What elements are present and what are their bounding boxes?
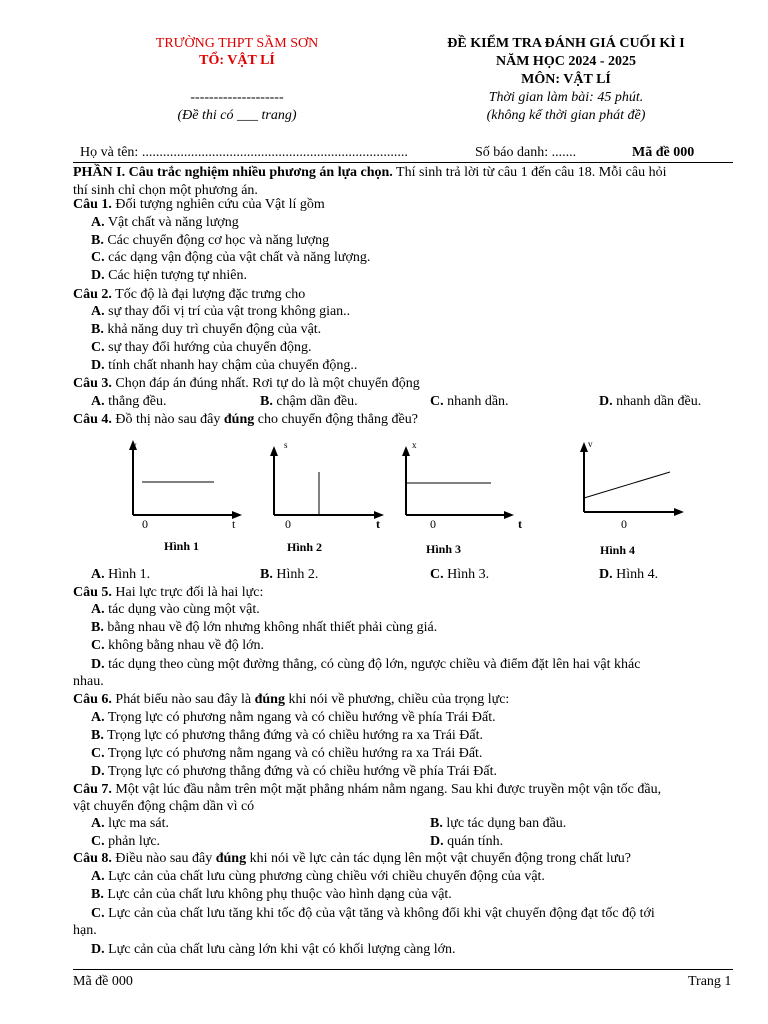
q4-option-d[interactable]: D. Hình 4. — [599, 567, 659, 582]
graph3-caption: Hình 3 — [426, 542, 462, 556]
part1-line1 — [73, 164, 733, 182]
q6-number: Câu 6. — [73, 692, 112, 707]
question-2 — [73, 286, 733, 304]
footer-exam-code: Mã đề 000 — [73, 974, 133, 989]
graph2-x-label: t — [376, 517, 380, 531]
q4-option-a[interactable]: A. Hình 1. — [91, 567, 151, 582]
q5-number: Câu 5. — [73, 585, 112, 600]
q4-option-c[interactable]: C. Hình 3. — [430, 567, 490, 582]
footer-divider — [73, 969, 733, 970]
graph2-origin: 0 — [285, 517, 291, 531]
q5-text: Hai lực trực đối là hai lực: — [111, 585, 264, 600]
q3-option-a[interactable]: A. thẳng đều. — [91, 394, 167, 409]
q8-option-a[interactable]: A. Lực cản của chất lưu cùng phương cùng chiều với chiều chuyển động của vật. — [91, 869, 545, 884]
graph-hinh-2 — [262, 436, 392, 558]
graph2-y-label: s — [284, 440, 288, 450]
school-year: NĂM HỌC 2024 - 2025 — [496, 54, 636, 69]
q2-option-a[interactable]: A. sự thay đổi vị trí của vật trong không gian.. — [91, 304, 351, 319]
q7-option-d[interactable]: D. quán tính. — [430, 834, 504, 849]
q1-option-a[interactable]: A. Vật chất và năng lượng — [91, 215, 239, 230]
graph-hinh-4 — [568, 436, 698, 558]
question-4: Câu 4. Đồ thị nào sau đây đúng cho chuyển động thẳng đều? — [73, 412, 418, 427]
question-3 — [73, 375, 733, 393]
graph4-origin: 0 — [621, 517, 627, 531]
graph3-y-label: x — [412, 440, 417, 450]
q1-option-b[interactable]: B. Các chuyển động cơ học và năng lượng — [91, 233, 330, 248]
question-5 — [73, 584, 733, 602]
group-name: TỔ: VẬT LÍ — [199, 53, 275, 68]
q7-option-a[interactable]: A. lực ma sát. — [91, 816, 169, 831]
subject: MÔN: VẬT LÍ — [521, 72, 611, 87]
q2-option-b[interactable]: B. khả năng duy trì chuyển động của vật. — [91, 322, 322, 337]
part1-title: PHẦN I. Câu trắc nghiệm nhiều phương án lựa chọn. — [73, 165, 393, 180]
question-8: Câu 8. Điều nào sau đây đúng khi nói về lực cản tác dụng lên một vật chuyển động trong chất lưu? — [73, 851, 631, 866]
q5-option-b[interactable]: B. bằng nhau về độ lớn nhưng không nhất thiết phải cùng giá. — [91, 620, 438, 635]
part1-instructions: Thí sinh trả lời từ câu 1 đến câu 18. Mỗi câu hỏi — [392, 165, 667, 180]
q7-option-c[interactable]: C. phản lực. — [91, 834, 161, 849]
graph1-origin: 0 — [142, 517, 148, 531]
q5-option-d-cont: nhau. — [73, 674, 104, 689]
time-note: (không kể thời gian phát đề) — [486, 108, 646, 123]
q6-option-a[interactable]: A. Trọng lực có phương nằm ngang và có chiều hướng về phía Trái Đất. — [91, 710, 496, 725]
q8-option-c[interactable]: C. Lực cản của chất lưu tăng khi tốc độ của vật tăng và không đổi khi vật chuyển động đạt tốc độ tới — [91, 906, 655, 921]
q2-option-d[interactable]: D. tính chất nhanh hay chậm của chuyển động.. — [91, 358, 358, 373]
q3-option-c[interactable]: C. nhanh dần. — [430, 394, 509, 409]
q7-text-2: vật chuyển động chậm dần vì có — [73, 799, 255, 814]
q1-option-d[interactable]: D. Các hiện tượng tự nhiên. — [91, 268, 247, 283]
graph2-caption: Hình 2 — [287, 540, 323, 554]
q8-number: Câu 8. — [73, 851, 112, 866]
q3-text: Chọn đáp án đúng nhất. Rơi tự do là một chuyển động — [111, 376, 420, 391]
q6-option-b[interactable]: B. Trọng lực có phương thẳng đứng và có chiều hướng ra xa Trái Đất. — [91, 728, 484, 743]
q5-option-a[interactable]: A. tác dụng vào cùng một vật. — [91, 602, 260, 617]
graph3-origin: 0 — [430, 517, 436, 531]
header-dashes: -------------------- — [190, 90, 284, 105]
q8-option-b[interactable]: B. Lực cản của chất lưu không phụ thuộc vào hình dạng của vật. — [91, 887, 452, 902]
footer-page-number: Trang 1 — [688, 974, 732, 989]
q3-option-b[interactable]: B. chậm dần đều. — [260, 394, 358, 409]
q2-number: Câu 2. — [73, 287, 112, 302]
q7-option-b[interactable]: B. lực tác dụng ban đầu. — [430, 816, 567, 831]
q7-number: Câu 7. — [73, 782, 112, 797]
header-divider — [73, 162, 733, 163]
student-id-field: Số báo danh: ....... — [475, 145, 577, 160]
graph1-caption: Hình 1 — [164, 539, 200, 553]
exam-time: Thời gian làm bài: 45 phút. — [488, 90, 644, 105]
student-name-field: Họ và tên: ............................................................................ — [80, 145, 408, 160]
graph-hinh-1 — [120, 436, 250, 558]
q6-option-c[interactable]: C. Trọng lực có phương nằm ngang và có chiều hướng ra xa Trái Đất. — [91, 746, 483, 761]
q2-text: Tốc độ là đại lượng đặc trưng cho — [111, 287, 306, 302]
q5-option-d[interactable]: D. tác dụng theo cùng một đường thẳng, có cùng độ lớn, ngược chiều và điểm đặt lên hai vật khác — [91, 657, 641, 672]
graph1-y-label: v — [132, 440, 137, 450]
q6-option-d[interactable]: D. Trọng lực có phương thẳng đứng và có chiều hướng về phía Trái Đất. — [91, 764, 498, 779]
pages-note: (Đề thi có ___ trang) — [177, 108, 297, 123]
q7-text: Một vật lúc đầu nằm trên một mặt phẳng nhám nằm ngang. Sau khi được truyền một vận tốc đầu, — [111, 782, 662, 797]
q5-option-c[interactable]: C. không bằng nhau về độ lớn. — [91, 638, 265, 653]
q1-text: Đối tượng nghiên cứu của Vật lí gồm — [111, 197, 325, 212]
q8-option-d[interactable]: D. Lực cản của chất lưu càng lớn khi vật có khối lượng càng lớn. — [91, 942, 456, 957]
exam-title: ĐỀ KIỂM TRA ĐÁNH GIÁ CUỐI KÌ I — [447, 36, 685, 51]
q4-option-b[interactable]: B. Hình 2. — [260, 567, 319, 582]
question-6: Câu 6. Phát biểu nào sau đây là đúng khi nói về phương, chiều của trọng lực: — [73, 692, 510, 707]
graph1-x-label: t — [232, 517, 236, 531]
q4-number: Câu 4. — [73, 412, 112, 427]
q3-number: Câu 3. — [73, 376, 112, 391]
graph4-y-label: v — [588, 439, 593, 449]
q1-number: Câu 1. — [73, 197, 112, 212]
q1-option-c[interactable]: C. các dạng vận động của vật chất và năng lượng. — [91, 250, 371, 265]
graph-hinh-3 — [396, 436, 530, 558]
exam-code: Mã đề 000 — [632, 145, 695, 160]
q8-option-c-cont: hạn. — [73, 923, 97, 938]
question-1 — [73, 196, 733, 214]
part1-instructions-2: thí sinh chỉ chọn một phương án. — [73, 183, 258, 198]
q2-option-c[interactable]: C. sự thay đổi hướng của chuyển động. — [91, 340, 312, 355]
q3-option-d[interactable]: D. nhanh dần đều. — [599, 394, 702, 409]
question-7 — [73, 781, 733, 799]
graph3-x-label: t — [518, 517, 522, 531]
graph4-caption: Hình 4 — [600, 543, 636, 557]
school-name: TRƯỜNG THPT SẦM SƠN — [155, 36, 319, 51]
